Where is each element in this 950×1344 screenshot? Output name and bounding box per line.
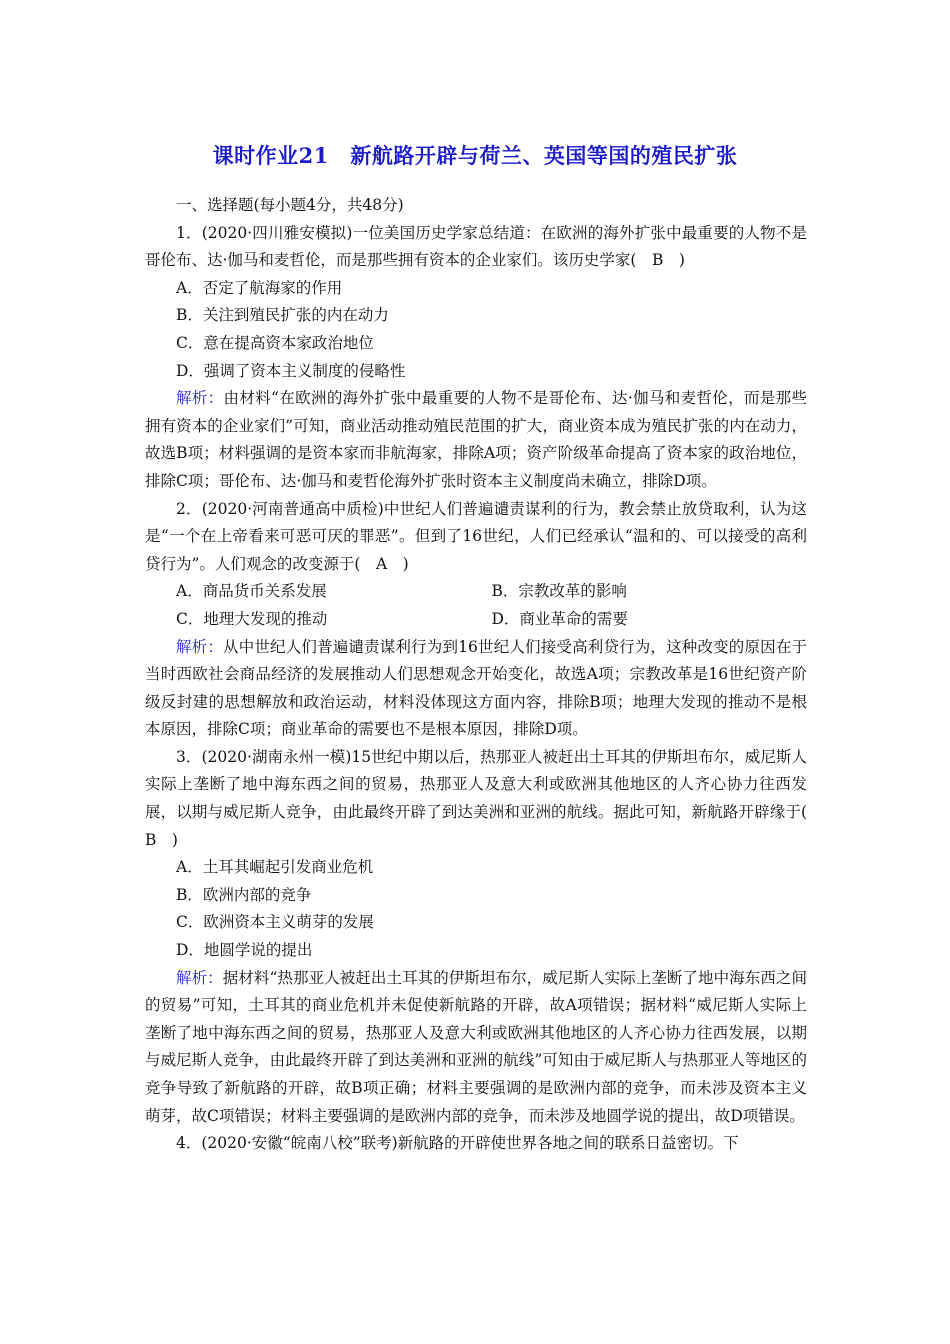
analysis-label: 解析： (176, 968, 223, 987)
analysis-text: 由材料“在欧洲的海外扩张中最重要的人物不是哥伦布、达·伽马和麦哲伦，而是那些拥有资本的企业家们”可知，商业活动推动殖民范围的扩大，商业资本成为殖民扩张的内在动力，故选B项；材料强调的是资本家而非航海家，排除A项；资产阶级革命提高了资本家的政治地位，排除C项；哥伦布、达·伽马和麦哲伦海外扩张时资本主义制度尚未确立，排除D项。 (145, 389, 807, 490)
question-1-option-d: D．强调了资本主义制度的侵略性 (176, 361, 406, 380)
analysis-label: 解析： (176, 637, 224, 656)
question-3-option-d: D．地圆学说的提出 (176, 941, 313, 960)
question-2-options-row-1 (145, 578, 807, 606)
question-2-stem: 2．(2020·河南普通高中质检)中世纪人们普遍谴责谋利的行为，教会禁止放贷取利，认为这是“一个在上帝看来可恶可厌的罪恶”。但到了16世纪，人们已经承认“温和的、可以接受的高利贷行为”。人们观念的改变源于( A ) (145, 499, 807, 573)
question-2-options-row-2 (145, 606, 807, 634)
page-title: 课时作业21 新航路开辟与荷兰、英国等国的殖民扩张 (212, 143, 738, 168)
document-body (145, 192, 823, 1158)
question-2-option-d: D．商业革命的需要 (491, 609, 628, 628)
question-1-analysis (145, 385, 807, 495)
analysis-text: 从中世纪人们普遍谴责谋利行为到16世纪人们接受高利贷行为，这种改变的原因在于当时西欧社会商品经济的发展推动人们思想观念开始变化，故选A项；宗教改革是16世纪资产阶级反封建的思想解放和政治运动，材料没体现这方面内容，排除B项；地理大发现的推动不是根本原因，排除C项；商业革命的需要也不是根本原因，排除D项。 (145, 637, 807, 739)
question-1-option-b: B．关注到殖民扩张的内在动力 (176, 306, 389, 325)
analysis-text: 据材料“热那亚人被赶出土耳其的伊斯坦布尔，威尼斯人实际上垄断了地中海东西之间的贸易”可知，土耳其的商业危机并未促使新航路的开辟，故A项错误；据材料“威尼斯人实际上垄断了地中海东西之间的贸易，热那亚人及意大利或欧洲其他地区的人齐心协力往西发展，以期与威尼斯人竞争，由此最终开辟了到达美洲和亚洲的航线”可知由于威尼斯人与热那亚人等地区的竞争导致了新航路的开辟，故B项正确；材料主要强调的是欧洲内部的竞争，而未涉及资本主义萌芽，故C项错误；材料主要强调的是欧洲内部的竞争，而未涉及地圆学说的提出，故D项错误。 (145, 968, 807, 1125)
section-heading: 一、选择题(每小题4分，共48分) (176, 196, 404, 214)
question-1-option-c: C．意在提高资本家政治地位 (176, 333, 374, 352)
question-2-option-c: C．地理大发现的推动 (176, 609, 328, 628)
question-3-option-b: B．欧洲内部的竞争 (176, 885, 312, 904)
question-1-option-a: A．否定了航海家的作用 (176, 278, 343, 297)
question-3-option-c: C．欧洲资本主义萌芽的发展 (176, 913, 374, 932)
question-4-stem: 4．(2020·安徽“皖南八校”联考)新航路的开辟使世界各地之间的联系日益密切。下 (176, 1134, 739, 1153)
question-1-stem: 1．(2020·四川雅安模拟)一位美国历史学家总结道：在欧洲的海外扩张中最重要的人物不是哥伦布、达·伽马和麦哲伦，而是那些拥有资本的企业家们。该历史学家( B ) (145, 223, 807, 270)
question-2-analysis (145, 634, 807, 744)
question-2-option-b: B．宗教改革的影响 (491, 582, 627, 601)
question-3-stem: 3．(2020·湖南永州一模)15世纪中期以后，热那亚人被赶出土耳其的伊斯坦布尔，威尼斯人实际上垄断了地中海东西之间的贸易，热那亚人及意大利或欧洲其他地区的人齐心协力往西发展，以期与威尼斯人竞争，由此最终开辟了到达美洲和亚洲的航线。据此可知，新航路开辟缘于( B ) (145, 747, 823, 849)
question-3-analysis (145, 965, 807, 1131)
question-2-option-a: A．商品货币关系发展 (176, 582, 327, 601)
question-3-option-a: A．土耳其崛起引发商业危机 (176, 858, 374, 877)
analysis-label: 解析： (176, 389, 224, 408)
